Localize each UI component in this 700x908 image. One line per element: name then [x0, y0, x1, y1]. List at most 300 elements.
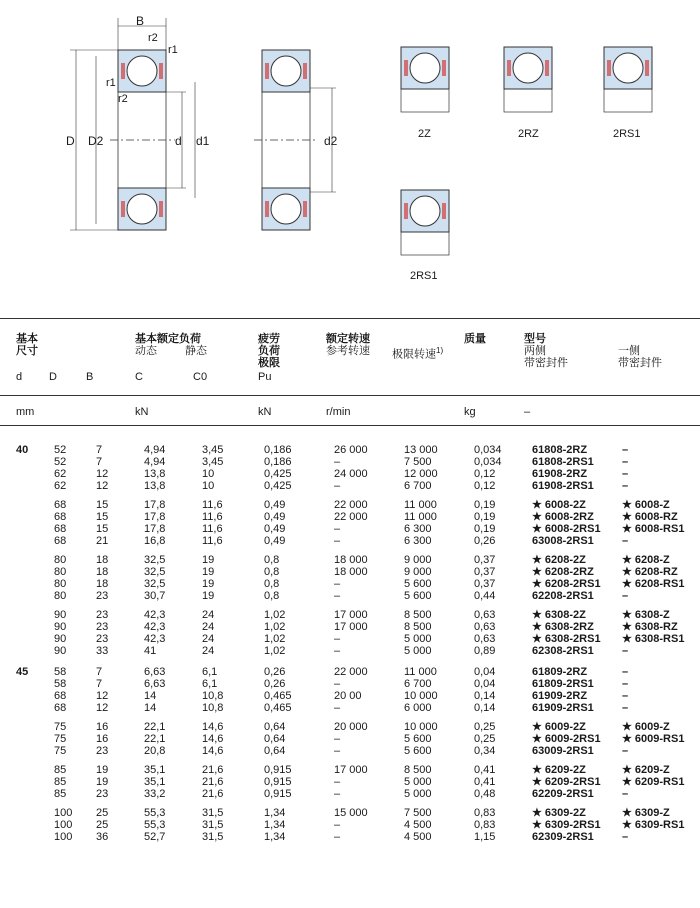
cell-lim: 9 000: [404, 566, 432, 578]
cell-m: 0,37: [474, 578, 496, 590]
cell-m: 0,12: [474, 480, 496, 492]
cell-C: 17,8: [144, 499, 166, 511]
table-row: [0, 776, 684, 788]
cell-B: 25: [96, 807, 109, 819]
cell-ref: –: [334, 645, 341, 657]
cell-d: [0, 523, 54, 535]
cell-D: 68: [54, 535, 67, 547]
cell-C: 14: [144, 690, 157, 702]
cell-t2: ★ 6308-RS1: [622, 633, 685, 645]
sym-C0: C0: [193, 371, 208, 383]
cell-B: 23: [96, 745, 109, 757]
cell-D: 90: [54, 633, 67, 645]
cell-B: 12: [96, 702, 109, 714]
cell-lim: 10 000: [404, 721, 438, 733]
unit-kg: kg: [464, 406, 476, 418]
cell-lim: 13 000: [404, 444, 438, 456]
cell-ref: 18 000: [334, 566, 368, 578]
cell-t1: ★ 6008-2RZ: [532, 511, 594, 523]
cell-ref: 20 00: [334, 690, 362, 702]
cell-D: 85: [54, 788, 67, 800]
cell-t2: ★ 6208-RS1: [622, 578, 685, 590]
cell-t1: ★ 6009-2RS1: [532, 733, 601, 745]
cell-B: 18: [96, 566, 109, 578]
table-row: [0, 578, 684, 590]
cell-C: 13,8: [144, 480, 166, 492]
cell-lim: 8 500: [404, 764, 432, 776]
cell-m: 0,63: [474, 633, 496, 645]
cell-D: 80: [54, 554, 67, 566]
table-row: [0, 602, 684, 621]
cell-d: [0, 776, 54, 788]
cell-Pu: 0,915: [264, 764, 292, 776]
cell-m: 0,12: [474, 468, 496, 480]
cell-C: 22,1: [144, 721, 166, 733]
cell-t2: –: [622, 678, 629, 690]
cell-ref: –: [334, 456, 341, 468]
cell-d: [0, 578, 54, 590]
variant-2z-drawing: [401, 47, 449, 112]
cell-t2: ★ 6309-RS1: [622, 819, 685, 831]
cell-B: 25: [96, 819, 109, 831]
cell-lim: 11 000: [404, 499, 437, 511]
cell-ref: 22 000: [334, 666, 368, 678]
cell-C: 52,7: [144, 831, 166, 843]
label-D: D: [66, 134, 75, 148]
cell-Pu: 0,49: [264, 511, 286, 523]
cell-d: [0, 480, 54, 492]
cell-ref: 24 000: [334, 468, 368, 480]
cell-d: [0, 819, 54, 831]
cell-B: 23: [96, 788, 109, 800]
header-col-load-ratings: 基本额定负荷 动态 静态: [135, 333, 207, 357]
cell-t2: –: [622, 666, 629, 678]
cell-Pu: 1,02: [264, 621, 286, 633]
cell-ref: –: [334, 678, 341, 690]
label-r2-left: r2: [118, 93, 128, 105]
cell-Pu: 0,49: [264, 523, 286, 535]
cell-d: [0, 633, 54, 645]
cell-d: [0, 492, 54, 511]
cell-B: 19: [96, 776, 109, 788]
cell-t2: –: [622, 590, 629, 602]
cell-t1: 62309-2RS1: [532, 831, 594, 843]
cell-m: 0,04: [474, 666, 496, 678]
cell-Pu: 0,8: [264, 566, 280, 578]
cell-m: 0,37: [474, 566, 496, 578]
cell-ref: –: [334, 633, 341, 645]
cell-C0: 10,8: [202, 690, 224, 702]
variant-2rs1-drawing: [604, 47, 652, 112]
cell-t2: ★ 6008-RZ: [622, 511, 678, 523]
cell-B: 15: [96, 511, 109, 523]
cell-ref: 18 000: [334, 554, 368, 566]
cell-D: 85: [54, 764, 67, 776]
variant-2rz-drawing: [504, 47, 552, 112]
cell-t2: ★ 6209-RS1: [622, 776, 685, 788]
table-row: [0, 788, 684, 800]
table-row: [0, 819, 684, 831]
table-row: [0, 621, 684, 633]
cell-D: 85: [54, 776, 67, 788]
cell-t2: –: [622, 468, 629, 480]
table-row: [0, 800, 684, 819]
cell-t1: 61808-2RS1: [532, 456, 594, 468]
unit-kN-load: kN: [135, 406, 149, 418]
header-top-rule: [0, 318, 700, 319]
header-mid-rule: [0, 395, 700, 396]
cell-D: 80: [54, 566, 67, 578]
cell-t1: 61909-2RS1: [532, 702, 594, 714]
label-2rs1: 2RS1: [613, 128, 641, 140]
cell-ref: –: [334, 788, 341, 800]
label-B: B: [136, 14, 145, 28]
cell-lim: 4 500: [404, 819, 432, 831]
cell-t1: 61908-2RS1: [532, 480, 594, 492]
cell-Pu: 0,8: [264, 590, 280, 602]
cell-Pu: 0,8: [264, 554, 280, 566]
cell-C: 32,5: [144, 554, 166, 566]
cell-ref: –: [334, 535, 341, 547]
cell-t2: ★ 6308-RZ: [622, 621, 678, 633]
cell-C0: 10: [202, 480, 215, 492]
cell-C: 6,63: [144, 678, 166, 690]
cell-d: [0, 621, 54, 633]
cell-Pu: 0,64: [264, 745, 286, 757]
sym-d: d: [16, 371, 23, 383]
cell-C: 42,3: [144, 633, 166, 645]
cell-t2: –: [622, 444, 629, 456]
cell-m: 0,19: [474, 499, 496, 511]
label-2z: 2Z: [418, 128, 431, 140]
cell-ref: –: [334, 745, 341, 757]
cell-B: 15: [96, 523, 109, 535]
cell-C: 20,8: [144, 745, 166, 757]
cell-Pu: 0,64: [264, 721, 286, 733]
cell-lim: 10 000: [404, 690, 438, 702]
cell-C0: 3,45: [202, 456, 224, 468]
cell-lim: 5 600: [404, 745, 432, 757]
cell-ref: –: [334, 776, 341, 788]
cell-Pu: 1,34: [264, 831, 286, 843]
cell-ref: –: [334, 590, 341, 602]
unit-kN-fatigue: kN: [258, 406, 272, 418]
cell-B: 23: [96, 621, 109, 633]
cell-d: [0, 800, 54, 819]
cell-t2: –: [622, 702, 629, 714]
cell-ref: –: [334, 702, 341, 714]
cell-B: 7: [96, 678, 103, 690]
cell-t1: ★ 6208-2Z: [532, 554, 586, 566]
cell-t2: ★ 6208-Z: [622, 554, 670, 566]
header-col-designation: 型号 两侧 带密封件: [524, 333, 568, 369]
table-row: [0, 733, 684, 745]
sym-C: C: [135, 371, 143, 383]
cell-m: 0,25: [474, 721, 496, 733]
cell-B: 16: [96, 733, 109, 745]
cell-C: 13,8: [144, 468, 166, 480]
cell-lim: 5 600: [404, 590, 432, 602]
cell-t1: ★ 6209-2Z: [532, 764, 586, 776]
cell-m: 0,44: [474, 590, 496, 602]
cell-B: 12: [96, 690, 109, 702]
cell-t2: –: [622, 788, 629, 800]
table-row: [0, 511, 684, 523]
cell-t1: ★ 6308-2RZ: [532, 621, 594, 633]
cell-lim: 5 000: [404, 776, 432, 788]
cell-t1: 62308-2RS1: [532, 645, 594, 657]
cell-lim: 11 000: [404, 666, 437, 678]
cell-m: 0,63: [474, 609, 496, 621]
cell-lim: 5 600: [404, 578, 432, 590]
unit-mm: mm: [16, 406, 35, 418]
table-row: [0, 757, 684, 776]
unit-rpm: r/min: [326, 406, 351, 418]
cell-lim: 6 300: [404, 523, 432, 535]
cell-lim: 4 500: [404, 831, 432, 843]
cell-D: 90: [54, 621, 67, 633]
cell-B: 33: [96, 645, 109, 657]
cell-B: 7: [96, 456, 103, 468]
cell-lim: 6 700: [404, 678, 432, 690]
cell-ref: –: [334, 733, 341, 745]
cell-t2: ★ 6009-RS1: [622, 733, 685, 745]
cell-t2: ★ 6009-Z: [622, 721, 670, 733]
cell-C: 42,3: [144, 609, 166, 621]
label-D2: D2: [88, 134, 104, 148]
variant-2rs1-lower-drawing: [401, 190, 449, 255]
cell-t1: 61908-2RZ: [532, 468, 588, 480]
cell-d: [0, 788, 54, 800]
cell-m: 0,19: [474, 523, 496, 535]
cell-t2: ★ 6008-Z: [622, 499, 670, 511]
cell-D: 68: [54, 690, 67, 702]
cell-ref: 17 000: [334, 621, 368, 633]
bearing-data-table: [0, 444, 684, 843]
cell-D: 100: [54, 819, 73, 831]
cell-t2: –: [622, 535, 629, 547]
cell-d: [0, 690, 54, 702]
cell-d: [0, 456, 54, 468]
cell-B: 7: [96, 444, 103, 456]
cell-t1: 61809-2RZ: [532, 666, 588, 678]
sym-D: D: [49, 371, 57, 383]
table-row: [0, 633, 684, 645]
cell-d: [0, 590, 54, 602]
cell-t1: ★ 6008-2RS1: [532, 523, 601, 535]
cell-t1: ★ 6309-2Z: [532, 807, 586, 819]
cell-ref: –: [334, 578, 341, 590]
cell-lim: 8 500: [404, 621, 432, 633]
table-row: [0, 690, 684, 702]
cell-lim: 6 300: [404, 535, 432, 547]
table-row: [0, 547, 684, 566]
label-d: d: [175, 134, 182, 148]
cell-d: [0, 733, 54, 745]
cell-t1: 62209-2RS1: [532, 788, 594, 800]
cell-D: 62: [54, 468, 67, 480]
cell-lim: 7 500: [404, 807, 432, 819]
cell-m: 0,83: [474, 819, 496, 831]
cell-C0: 24: [202, 621, 215, 633]
cell-m: 0,63: [474, 621, 496, 633]
cell-t2: –: [622, 456, 629, 468]
cell-C: 4,94: [144, 444, 166, 456]
cell-B: 19: [96, 764, 109, 776]
cell-D: 62: [54, 480, 67, 492]
cell-t1: ★ 6009-2Z: [532, 721, 586, 733]
cell-ref: 22 000: [334, 511, 368, 523]
cell-Pu: 0,49: [264, 499, 286, 511]
cell-t2: –: [622, 745, 629, 757]
cell-Pu: 1,34: [264, 819, 286, 831]
cell-D: 52: [54, 456, 67, 468]
cell-Pu: 0,49: [264, 535, 286, 547]
cell-D: 75: [54, 745, 67, 757]
cell-D: 68: [54, 523, 67, 535]
bearing-diagrams: [0, 0, 700, 300]
label-d1: d1: [196, 134, 210, 148]
cell-Pu: 0,465: [264, 702, 292, 714]
cell-C0: 3,45: [202, 444, 224, 456]
cell-B: 23: [96, 590, 109, 602]
cell-lim: 5 000: [404, 788, 432, 800]
cell-m: 0,41: [474, 764, 496, 776]
cell-C0: 10,8: [202, 702, 224, 714]
sym-Pu: Pu: [258, 371, 272, 383]
cell-Pu: 1,02: [264, 633, 286, 645]
cell-C0: 11,6: [202, 511, 223, 523]
cell-t1: ★ 6208-2RZ: [532, 566, 594, 578]
cell-m: 0,41: [474, 776, 496, 788]
cell-Pu: 0,186: [264, 444, 292, 456]
cell-d: [0, 745, 54, 757]
cell-ref: 26 000: [334, 444, 368, 456]
cell-D: 68: [54, 499, 67, 511]
cell-D: 90: [54, 609, 67, 621]
cell-C: 6,63: [144, 666, 166, 678]
cell-m: 0,83: [474, 807, 496, 819]
cell-C: 32,5: [144, 566, 166, 578]
label-r1-top: r1: [168, 44, 178, 56]
cell-ref: –: [334, 480, 341, 492]
cell-ref: 17 000: [334, 609, 368, 621]
cell-C0: 24: [202, 609, 215, 621]
cell-t1: ★ 6208-2RS1: [532, 578, 601, 590]
header-col-mass: 质量: [464, 333, 486, 345]
cell-C0: 19: [202, 578, 215, 590]
cell-t2: ★ 6209-Z: [622, 764, 670, 776]
cell-B: 18: [96, 578, 109, 590]
cell-ref: 22 000: [334, 499, 368, 511]
cell-Pu: 0,186: [264, 456, 292, 468]
cell-C0: 14,6: [202, 721, 224, 733]
cell-d: [0, 702, 54, 714]
cell-C0: 31,5: [202, 807, 224, 819]
cell-ref: 20 000: [334, 721, 368, 733]
cell-C0: 21,6: [202, 788, 224, 800]
cell-Pu: 0,915: [264, 788, 292, 800]
table-row: [0, 523, 684, 535]
cell-C0: 21,6: [202, 764, 224, 776]
cell-lim: 5 600: [404, 733, 432, 745]
cell-d: [0, 831, 54, 843]
cell-C: 42,3: [144, 621, 166, 633]
cell-t2: –: [622, 831, 629, 843]
cell-ref: 17 000: [334, 764, 368, 776]
cell-C0: 19: [202, 554, 215, 566]
cell-t1: ★ 6308-2RS1: [532, 633, 601, 645]
cell-lim: 9 000: [404, 554, 432, 566]
header-col-dimensions: 基本 尺寸: [16, 333, 38, 357]
cell-B: 12: [96, 480, 109, 492]
table-row: [0, 745, 684, 757]
cell-m: 0,034: [474, 456, 502, 468]
cell-t1: 61909-2RZ: [532, 690, 588, 702]
cell-C0: 14,6: [202, 745, 224, 757]
cell-ref: –: [334, 831, 341, 843]
cell-C0: 14,6: [202, 733, 224, 745]
cell-d: [0, 678, 54, 690]
cell-m: 0,48: [474, 788, 496, 800]
cell-t1: 63008-2RS1: [532, 535, 594, 547]
unit-designation: –: [524, 406, 531, 418]
cell-m: 0,34: [474, 745, 496, 757]
cell-d: [0, 602, 54, 621]
cell-C: 14: [144, 702, 157, 714]
cell-Pu: 1,02: [264, 609, 286, 621]
cell-t1: ★ 6308-2Z: [532, 609, 586, 621]
cell-d: 40: [16, 444, 29, 456]
cell-C0: 31,5: [202, 831, 224, 843]
cell-t2: ★ 6309-Z: [622, 807, 670, 819]
table-row: [0, 678, 684, 690]
table-row: [0, 645, 684, 657]
table-row: [0, 657, 684, 678]
cell-t1: 61809-2RS1: [532, 678, 594, 690]
cell-d: [0, 566, 54, 578]
cell-lim: 5 000: [404, 645, 432, 657]
table-row: [0, 831, 684, 843]
cell-m: 0,25: [474, 733, 496, 745]
cell-m: 1,15: [474, 831, 496, 843]
cell-lim: 8 500: [404, 609, 432, 621]
cell-Pu: 0,8: [264, 578, 280, 590]
header-col-speed: 额定转速 参考转速: [326, 333, 370, 357]
cell-ref: –: [334, 523, 341, 535]
cell-d: [0, 645, 54, 657]
cell-d: [0, 468, 54, 480]
cell-m: 0,14: [474, 690, 496, 702]
cell-C0: 24: [202, 633, 215, 645]
cell-B: 12: [96, 468, 109, 480]
cell-C: 16,8: [144, 535, 166, 547]
cell-C: 22,1: [144, 733, 166, 745]
cell-t2: ★ 6308-Z: [622, 609, 670, 621]
cell-C0: 31,5: [202, 819, 224, 831]
cell-Pu: 0,64: [264, 733, 286, 745]
cell-C0: 19: [202, 590, 215, 602]
cell-D: 58: [54, 678, 67, 690]
table-row: [0, 566, 684, 578]
table-row: [0, 456, 684, 468]
header-col-one-side: 一侧 带密封件: [618, 345, 662, 369]
cell-C: 35,1: [144, 764, 166, 776]
cell-B: 23: [96, 609, 109, 621]
cell-t2: –: [622, 480, 629, 492]
cell-C: 4,94: [144, 456, 166, 468]
cell-C: 30,7: [144, 590, 166, 602]
